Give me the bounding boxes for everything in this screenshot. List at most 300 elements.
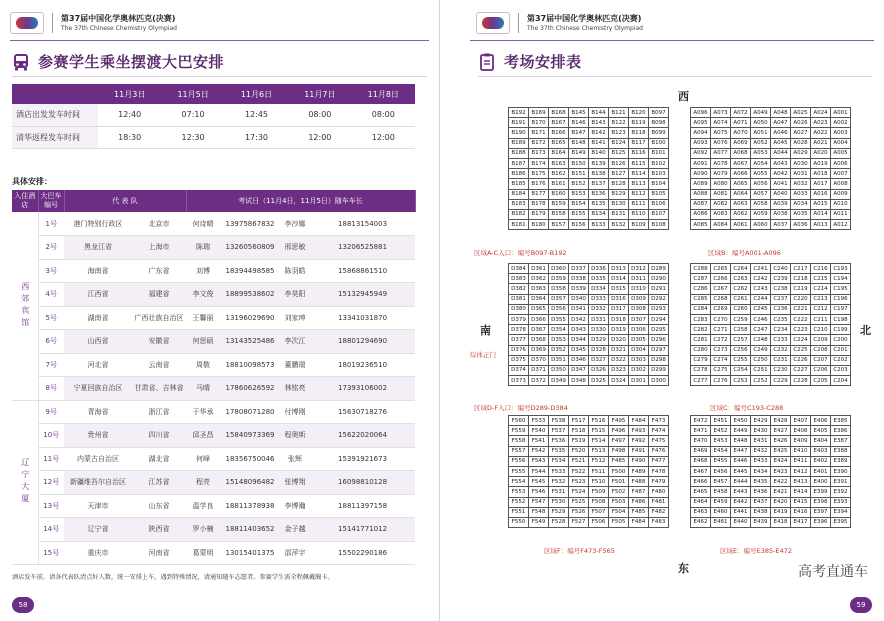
- seat-cell: E428: [771, 416, 791, 426]
- seat-cell: E434: [751, 466, 771, 476]
- seat-cell: E442: [731, 497, 751, 507]
- seat-cell: C284: [691, 304, 711, 314]
- seat-cell: D378: [509, 325, 529, 335]
- seat-cell: C280: [691, 345, 711, 355]
- seat-cell: B101: [649, 148, 669, 158]
- seat-cell: A087: [691, 199, 711, 209]
- hotel-name: 辽宁大厦: [12, 400, 38, 565]
- seat-cell: B158: [549, 209, 569, 219]
- seat-row: [691, 264, 851, 274]
- seat-cell: B150: [569, 158, 589, 168]
- leader-phone: 15840973369: [220, 424, 280, 448]
- seat-cell: A023: [811, 118, 831, 128]
- seat-cell: B127: [609, 169, 629, 179]
- seat-cell: F490: [629, 456, 649, 466]
- seat-cell: D354: [549, 325, 569, 335]
- zone-label-c: 区域C：编号C193-C288: [710, 404, 784, 412]
- leader-phone-2: 17393106002: [310, 377, 415, 401]
- seat-cell: A022: [811, 128, 831, 138]
- schedule-row: [12, 236, 415, 260]
- seat-cell: A012: [831, 220, 851, 230]
- team-a: 江西省: [64, 283, 132, 307]
- seat-cell: B123: [609, 128, 629, 138]
- seat-cell: E418: [771, 517, 791, 527]
- seat-cell: E460: [711, 507, 731, 517]
- seat-cell: B136: [589, 189, 609, 199]
- team-a: 河北省: [64, 353, 132, 377]
- leader-name-2: 邢思敏: [280, 236, 310, 260]
- seat-cell: D375: [509, 355, 529, 365]
- seat-cell: A049: [751, 108, 771, 118]
- leader-phone: 18811378938: [220, 494, 280, 518]
- seat-row: [509, 355, 669, 365]
- seat-cell: B147: [569, 128, 589, 138]
- seat-cell: B152: [569, 179, 589, 189]
- seat-cell: D373: [509, 376, 529, 386]
- seat-cell: E422: [771, 477, 791, 487]
- seat-cell: F480: [649, 487, 669, 497]
- seat-row: [509, 108, 669, 118]
- seat-row: [509, 294, 669, 304]
- leader-name-2: 林铭亮: [280, 377, 310, 401]
- seat-cell: D323: [609, 365, 629, 375]
- seat-cell: F511: [589, 466, 609, 476]
- seat-cell: E404: [811, 436, 831, 446]
- seat-cell: F502: [609, 487, 629, 497]
- seat-cell: B166: [549, 128, 569, 138]
- team-a: 青海省: [64, 400, 132, 424]
- seat-cell: B192: [509, 108, 529, 118]
- schedule-row: [12, 541, 415, 565]
- seat-row: [691, 118, 851, 128]
- seat-cell: A034: [791, 199, 811, 209]
- team-a: 天津市: [64, 494, 132, 518]
- seat-cell: E457: [711, 477, 731, 487]
- seat-cell: F510: [589, 477, 609, 487]
- seat-cell: C249: [751, 345, 771, 355]
- seat-cell: B100: [649, 138, 669, 148]
- leader-phone: 18394498585: [220, 259, 280, 283]
- seat-row: [509, 497, 669, 507]
- seat-cell: C265: [711, 264, 731, 274]
- direction-north: 北: [860, 324, 871, 337]
- seat-cell: D334: [589, 284, 609, 294]
- seat-cell: E466: [691, 477, 711, 487]
- seat-cell: F519: [569, 436, 589, 446]
- seat-cell: D350: [549, 365, 569, 375]
- seat-cell: A009: [831, 189, 851, 199]
- team-b: 云南省: [132, 353, 186, 377]
- seat-cell: B167: [549, 118, 569, 128]
- leader-name: 何思硕: [186, 330, 220, 354]
- seat-cell: F507: [589, 507, 609, 517]
- seat-cell: A077: [711, 148, 731, 158]
- seat-cell: A011: [831, 209, 851, 219]
- seat-cell: F553: [509, 487, 529, 497]
- seat-cell: B140: [589, 148, 609, 158]
- seat-cell: B180: [529, 220, 549, 230]
- seat-cell: B132: [609, 220, 629, 230]
- leader-name: 温学良: [186, 494, 220, 518]
- seat-cell: C266: [711, 274, 731, 284]
- seat-cell: E415: [791, 497, 811, 507]
- seat-row: [691, 314, 851, 324]
- schedule-row: [12, 400, 415, 424]
- seat-cell: A032: [791, 179, 811, 189]
- seat-cell: B106: [649, 199, 669, 209]
- seat-row: [509, 376, 669, 386]
- seat-cell: E399: [811, 487, 831, 497]
- seat-cell: F538: [549, 416, 569, 426]
- seat-cell: F560: [509, 416, 529, 426]
- bus-date-header: 11月5日: [161, 84, 224, 104]
- seat-row: [509, 148, 669, 158]
- seat-cell: C271: [711, 325, 731, 335]
- seat-cell: E421: [771, 487, 791, 497]
- seat-cell: E470: [691, 436, 711, 446]
- seat-cell: D379: [509, 314, 529, 324]
- seat-cell: A076: [711, 138, 731, 148]
- section-title-exam: [478, 51, 582, 72]
- seat-cell: B112: [629, 189, 649, 199]
- seat-cell: A096: [691, 108, 711, 118]
- seat-cell: D292: [649, 294, 669, 304]
- leader-phone-2: 15132945949: [310, 283, 415, 307]
- seat-cell: D331: [589, 314, 609, 324]
- seat-cell: C195: [831, 284, 851, 294]
- bus-note: 酒店发车前，请各代表队清点好人数，统一安排上车，遇到特殊情况，请通知随车志愿者。参赛学生需全程佩戴胸卡。: [12, 574, 334, 581]
- seat-cell: C199: [831, 325, 851, 335]
- seat-block-b: [508, 107, 669, 230]
- seat-row: [509, 169, 669, 179]
- seat-cell: F484: [629, 517, 649, 527]
- seat-cell: B143: [589, 118, 609, 128]
- seat-cell: A085: [691, 220, 711, 230]
- bus-time-cell: 08:00: [288, 104, 351, 126]
- seat-row: [691, 517, 851, 527]
- seat-cell: F544: [529, 466, 549, 476]
- seat-row: [691, 138, 851, 148]
- bus-number: 7号: [38, 353, 64, 377]
- seat-cell: B188: [509, 148, 529, 158]
- seat-cell: F493: [629, 426, 649, 436]
- seat-cell: D298: [649, 355, 669, 365]
- seat-cell: A030: [791, 158, 811, 168]
- leader-phone: 13260560809: [220, 236, 280, 260]
- seat-cell: B146: [569, 118, 589, 128]
- seat-cell: A053: [751, 148, 771, 158]
- seat-cell: F473: [649, 416, 669, 426]
- seat-cell: A019: [811, 158, 831, 168]
- seat-cell: F503: [609, 497, 629, 507]
- seat-cell: A094: [691, 128, 711, 138]
- bus-time-table: [12, 84, 415, 149]
- seat-cell: A005: [831, 148, 851, 158]
- seat-cell: B109: [629, 220, 649, 230]
- bus-number: 2号: [38, 236, 64, 260]
- section-divider: [478, 76, 872, 77]
- seat-cell: D351: [549, 355, 569, 365]
- seat-row: [509, 199, 669, 209]
- leader-phone-2: 18813154003: [310, 212, 415, 236]
- seat-block-f: [508, 415, 669, 528]
- seat-cell: D376: [509, 345, 529, 355]
- leader-name-2: 张辉: [280, 447, 310, 471]
- seat-cell: A040: [771, 189, 791, 199]
- seat-cell: E456: [711, 466, 731, 476]
- seat-cell: C234: [771, 325, 791, 335]
- zone-label-a: 区域B：编号A001-A096: [708, 249, 781, 257]
- seat-cell: C240: [771, 264, 791, 274]
- bus-date-header: 11月3日: [98, 84, 161, 104]
- side-entry-label: 综体正门: [470, 351, 496, 359]
- seat-cell: F529: [549, 507, 569, 517]
- seat-cell: A079: [711, 169, 731, 179]
- seat-cell: A091: [691, 158, 711, 168]
- seat-cell: E395: [831, 517, 851, 527]
- seat-cell: F497: [609, 436, 629, 446]
- seat-cell: E440: [731, 517, 751, 527]
- schedule-row: [12, 494, 415, 518]
- seat-cell: F485: [629, 507, 649, 517]
- seat-cell: A028: [791, 138, 811, 148]
- seat-cell: D326: [589, 365, 609, 375]
- leader-name: 程亮: [186, 471, 220, 495]
- leader-name-2: 刘家坤: [280, 306, 310, 330]
- bus-date-header: 11月8日: [352, 84, 415, 104]
- bus-time-row: [12, 126, 415, 148]
- seat-cell: F478: [649, 466, 669, 476]
- seat-row: [691, 108, 851, 118]
- seat-cell: A039: [771, 199, 791, 209]
- seat-cell: F500: [609, 466, 629, 476]
- seat-cell: C227: [791, 365, 811, 375]
- bus-time-cell: 12:45: [225, 104, 288, 126]
- seat-cell: A035: [791, 209, 811, 219]
- seat-cell: B164: [549, 148, 569, 158]
- team-b: 福建省: [132, 283, 186, 307]
- seat-cell: B116: [629, 148, 649, 158]
- leader-name: 周敬: [186, 353, 220, 377]
- bus-date-header: 11月6日: [225, 84, 288, 104]
- seat-row: [509, 436, 669, 446]
- leader-name: 王馨丽: [186, 306, 220, 330]
- seat-cell: C281: [691, 335, 711, 345]
- seat-cell: A010: [831, 199, 851, 209]
- seat-cell: D371: [529, 365, 549, 375]
- seat-cell: B118: [629, 128, 649, 138]
- seat-cell: C211: [811, 314, 831, 324]
- seat-cell: D300: [649, 376, 669, 386]
- seat-cell: B170: [529, 118, 549, 128]
- leader-name-2: 董鹏瑞: [280, 353, 310, 377]
- seat-cell: A014: [811, 209, 831, 219]
- seat-cell: B142: [589, 128, 609, 138]
- seat-cell: E449: [731, 426, 751, 436]
- seat-cell: B119: [629, 118, 649, 128]
- seat-cell: F475: [649, 436, 669, 446]
- page-header: [10, 9, 177, 37]
- seat-cell: F527: [569, 517, 589, 527]
- leader-name-2: 陈羽皓: [280, 259, 310, 283]
- seat-cell: B187: [509, 158, 529, 168]
- seat-cell: E406: [811, 416, 831, 426]
- seat-cell: B104: [649, 179, 669, 189]
- seat-cell: A089: [691, 179, 711, 189]
- seat-cell: B120: [629, 108, 649, 118]
- zone-label-e: 区域E：编号E385-E472: [720, 547, 792, 555]
- bus-time-row-label: 酒店出发发车时间: [12, 104, 98, 126]
- seat-cell: D322: [609, 355, 629, 365]
- seat-cell: E429: [751, 416, 771, 426]
- seat-cell: F535: [549, 446, 569, 456]
- header-title-en: The 37th Chinese Chemistry Olympiad: [61, 25, 177, 32]
- seat-cell: B183: [509, 199, 529, 209]
- olympiad-logo-icon: [476, 12, 510, 34]
- seat-cell: D325: [589, 376, 609, 386]
- seat-cell: B108: [649, 220, 669, 230]
- seat-cell: C197: [831, 304, 851, 314]
- seat-cell: E432: [751, 446, 771, 456]
- seat-cell: B173: [529, 148, 549, 158]
- seat-row: [509, 179, 669, 189]
- seat-cell: E392: [831, 487, 851, 497]
- seat-cell: A080: [711, 179, 731, 189]
- seat-cell: E443: [731, 487, 751, 497]
- seat-cell: C282: [691, 325, 711, 335]
- bus-number: 9号: [38, 400, 64, 424]
- seat-cell: F477: [649, 456, 669, 466]
- seat-cell: D345: [569, 345, 589, 355]
- seat-cell: D338: [569, 274, 589, 284]
- seat-cell: F489: [629, 466, 649, 476]
- seat-cell: C245: [751, 304, 771, 314]
- seat-cell: B161: [549, 179, 569, 189]
- seat-cell: F534: [549, 456, 569, 466]
- seat-cell: B130: [609, 199, 629, 209]
- leader-phone-2: 13341031870: [310, 306, 415, 330]
- seat-cell: A055: [751, 169, 771, 179]
- seat-cell: A062: [731, 209, 751, 219]
- seat-cell: F508: [589, 497, 609, 507]
- bus-table-corner: [12, 84, 98, 104]
- leader-phone-2: 18801294690: [310, 330, 415, 354]
- leader-name: 刘博: [186, 259, 220, 283]
- seat-row: [691, 179, 851, 189]
- seat-cell: D321: [609, 345, 629, 355]
- direction-east: 东: [678, 562, 689, 575]
- seat-cell: C231: [771, 355, 791, 365]
- seat-row: [509, 446, 669, 456]
- seat-cell: E469: [691, 446, 711, 456]
- detail-label: 具体安排：: [12, 177, 52, 186]
- seat-cell: C251: [751, 365, 771, 375]
- seat-cell: B121: [609, 108, 629, 118]
- leader-name: 葛蒙明: [186, 541, 220, 565]
- header-title-en: The 37th Chinese Chemistry Olympiad: [527, 25, 643, 32]
- seat-cell: E411: [791, 456, 811, 466]
- seat-cell: E413: [791, 477, 811, 487]
- seat-cell: A016: [811, 189, 831, 199]
- seat-cell: D348: [569, 376, 589, 386]
- seat-cell: D314: [609, 274, 629, 284]
- seat-block-c: [690, 263, 851, 386]
- seat-cell: A052: [751, 138, 771, 148]
- team-b: 山东省: [132, 494, 186, 518]
- leader-phone: 18356750046: [220, 447, 280, 471]
- seat-cell: E435: [751, 477, 771, 487]
- seat-cell: A046: [771, 128, 791, 138]
- seat-cell: B157: [549, 220, 569, 230]
- seat-cell: A084: [711, 220, 731, 230]
- team-b: 四川省: [132, 424, 186, 448]
- seat-cell: D309: [629, 294, 649, 304]
- seat-cell: F536: [549, 436, 569, 446]
- seat-cell: F495: [609, 416, 629, 426]
- seat-cell: D289: [649, 264, 669, 274]
- seat-cell: D303: [629, 355, 649, 365]
- seat-cell: A020: [811, 148, 831, 158]
- seat-cell: A065: [731, 179, 751, 189]
- seat-cell: B169: [529, 108, 549, 118]
- seat-cell: B124: [609, 138, 629, 148]
- seat-row: [509, 284, 669, 294]
- seat-cell: D330: [589, 325, 609, 335]
- seat-cell: A003: [831, 128, 851, 138]
- seat-cell: F559: [509, 426, 529, 436]
- seat-cell: D328: [589, 345, 609, 355]
- seat-cell: A061: [731, 220, 751, 230]
- seat-cell: D357: [549, 294, 569, 304]
- leader-name: 马晴: [186, 377, 220, 401]
- seat-cell: F509: [589, 487, 609, 497]
- bus-number: 10号: [38, 424, 64, 448]
- bus-date-header: 11月7日: [288, 84, 351, 104]
- seat-cell: F487: [629, 487, 649, 497]
- seat-row: [691, 209, 851, 219]
- direction-west: 西: [678, 90, 689, 103]
- seat-cell: A045: [771, 138, 791, 148]
- seat-row: [691, 274, 851, 284]
- seat-cell: F504: [609, 507, 629, 517]
- seat-cell: F532: [549, 477, 569, 487]
- seat-cell: F551: [509, 507, 529, 517]
- seat-cell: C232: [771, 345, 791, 355]
- seat-cell: C242: [751, 274, 771, 284]
- col-header-leader: 考试日（11月4日，11月5日）随车车长: [186, 190, 415, 212]
- seat-cell: C221: [791, 304, 811, 314]
- seat-cell: B177: [529, 189, 549, 199]
- seat-cell: E452: [711, 426, 731, 436]
- seat-cell: F488: [629, 477, 649, 487]
- team-a: 宁夏回族自治区: [64, 377, 132, 401]
- seat-row: [691, 487, 851, 497]
- seat-cell: E408: [791, 426, 811, 436]
- seat-cell: F505: [609, 517, 629, 527]
- seat-cell: B103: [649, 169, 669, 179]
- seat-cell: A072: [731, 108, 751, 118]
- seat-cell: C243: [751, 284, 771, 294]
- seat-cell: E420: [771, 497, 791, 507]
- seat-cell: D359: [549, 274, 569, 284]
- header-title-cn: 第37届中国化学奥林匹克(决赛): [61, 14, 176, 23]
- bus-time-cell: 12:30: [161, 126, 224, 148]
- seat-cell: B149: [569, 148, 589, 158]
- seat-cell: F552: [509, 497, 529, 507]
- seat-cell: F496: [609, 426, 629, 436]
- seat-cell: D324: [609, 376, 629, 386]
- seat-cell: C200: [831, 335, 851, 345]
